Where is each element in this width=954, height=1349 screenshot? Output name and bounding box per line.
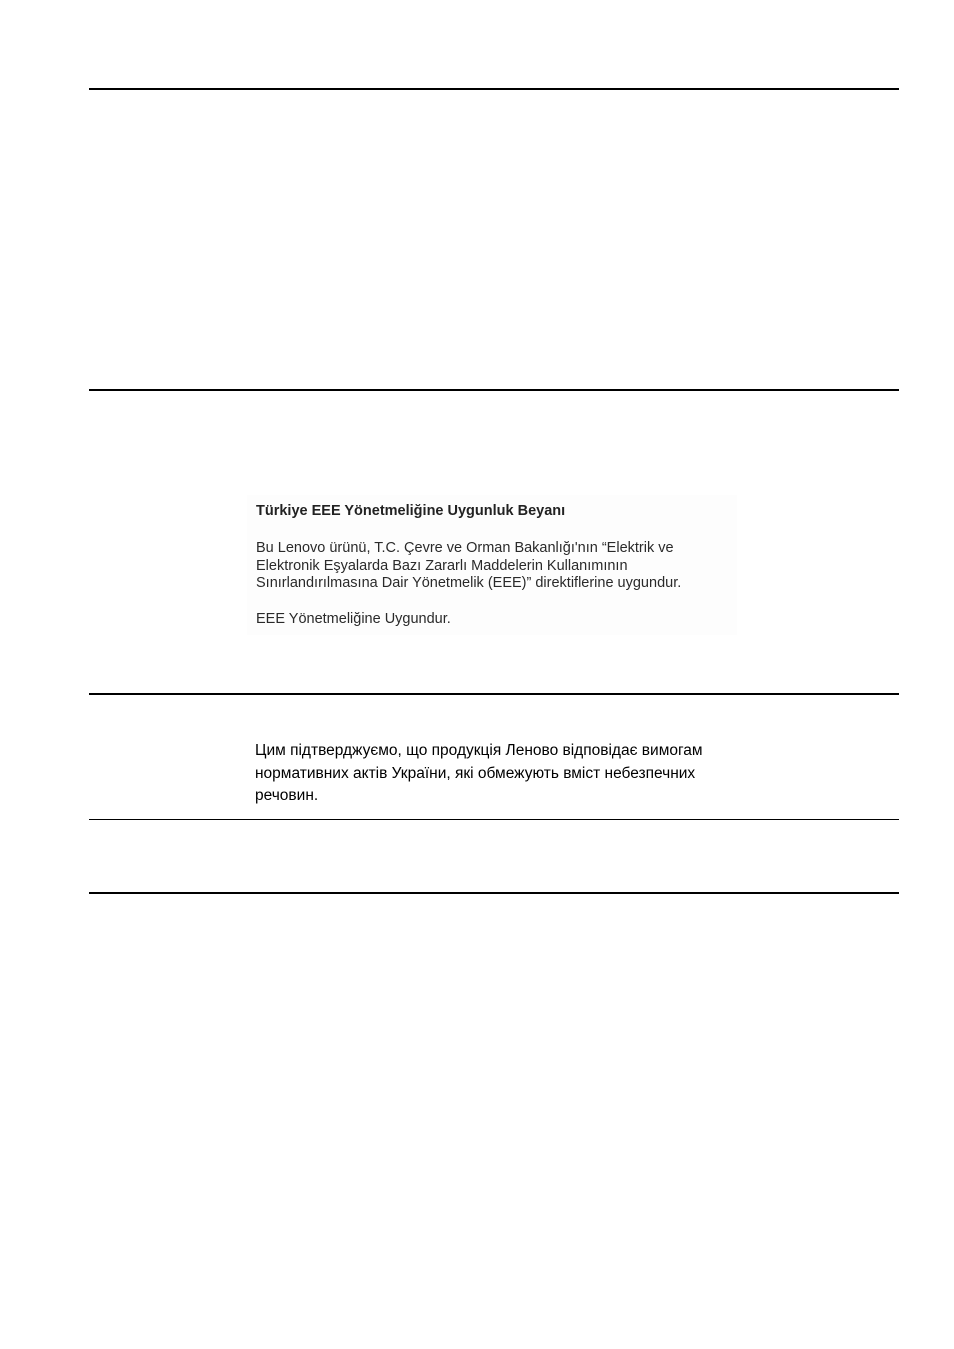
turkish-body-line: Sınırlandırılmasına Dair Yönetmelik (EEE)” direktiflerine uygundur. [256,575,682,591]
turkish-body-line: Bu Lenovo ürünü, T.C. Çevre ve Orman Bakanlığı'nın “Elektrik ve [256,540,674,556]
section-divider-top [89,88,899,90]
turkish-declaration-body [256,540,736,593]
turkish-body-line: Elektronik Eşyalarda Bazı Zararlı Maddelerin Kullanımının [256,557,628,574]
section-divider-2 [89,389,899,391]
section-divider-3 [89,693,899,695]
turkish-declaration-heading: Türkiye EEE Yönetmeliğine Uygunluk Beyanı [256,503,566,519]
ukrainian-declaration-line: Цим підтверджуємо, що продукція Леново відповідає вимогам [255,742,703,759]
ukrainian-declaration-line: нормативних актів України, які обмежують вміст небезпечних [255,764,696,782]
turkish-eee-declaration [247,495,737,635]
section-divider-4 [89,819,899,820]
ukrainian-declaration-line: речовин. [255,787,319,804]
ukrainian-declaration [255,740,775,808]
turkish-declaration-footer: EEE Yönetmeliğine Uygundur. [256,611,451,627]
section-divider-bottom [89,892,899,894]
